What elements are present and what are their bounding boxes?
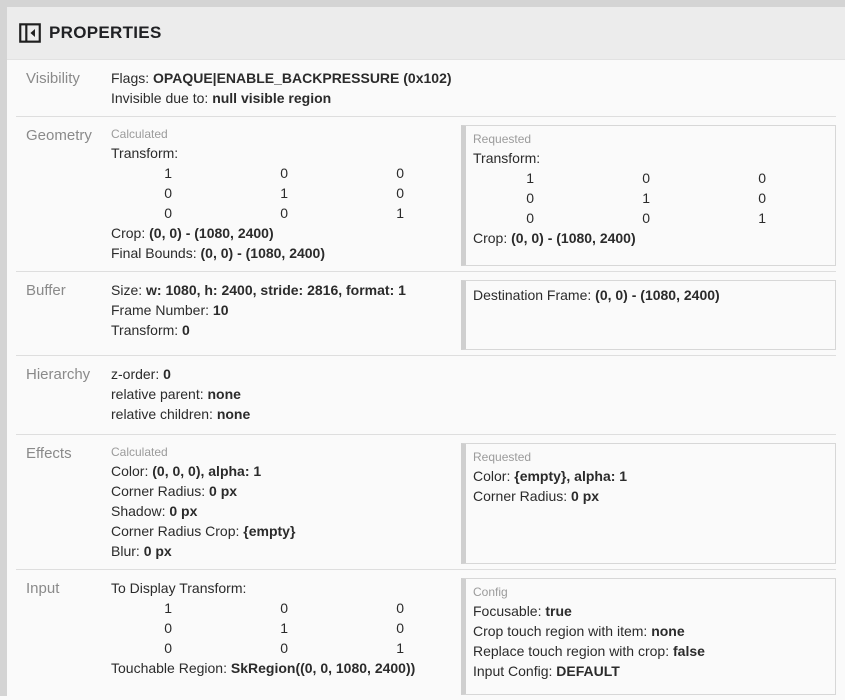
property-line xyxy=(111,658,455,678)
transform-matrix xyxy=(111,598,455,658)
matrix-cell: 1 xyxy=(396,640,404,656)
section-row-effects xyxy=(16,434,836,569)
matrix-cell: 0 xyxy=(164,185,172,201)
matrix-cell: 0 xyxy=(758,170,766,186)
group-label: Calculated xyxy=(111,127,168,141)
matrix-cell: 0 xyxy=(396,165,404,181)
property-line xyxy=(111,320,455,340)
property-label: Color: xyxy=(473,468,511,484)
property-label: Destination Frame: xyxy=(473,287,592,303)
property-line xyxy=(111,280,455,300)
pane-buffer-0 xyxy=(111,280,455,340)
property-value: 0 px xyxy=(169,503,198,519)
matrix-cell: 0 xyxy=(526,190,534,206)
property-line xyxy=(111,68,836,88)
property-label: relative parent: xyxy=(111,386,204,402)
section-label: Geometry xyxy=(26,127,92,144)
matrix-row xyxy=(111,638,455,658)
property-value: DEFAULT xyxy=(556,663,620,679)
property-label: z-order: xyxy=(111,366,160,382)
matrix-cell: 1 xyxy=(396,205,404,221)
matrix-row xyxy=(111,598,455,618)
matrix-cell: 1 xyxy=(280,185,288,201)
panel-title: PROPERTIES xyxy=(49,23,162,42)
matrix-row xyxy=(473,188,827,208)
matrix-cell: 0 xyxy=(396,620,404,636)
matrix-cell: 0 xyxy=(642,210,650,226)
property-line xyxy=(111,404,836,424)
requested-box xyxy=(461,125,836,266)
property-line xyxy=(111,300,455,320)
requested-box xyxy=(461,280,836,350)
pane-buffer-1 xyxy=(455,280,836,347)
section-label: Hierarchy xyxy=(26,366,91,383)
matrix-row xyxy=(111,618,455,638)
property-value: none xyxy=(651,623,685,639)
matrix-cell: 0 xyxy=(642,170,650,186)
section-label: Input xyxy=(26,580,60,597)
property-label: Color: xyxy=(111,463,149,479)
property-label: Corner Radius: xyxy=(111,483,206,499)
sections xyxy=(7,60,845,700)
matrix-row xyxy=(111,163,455,183)
section-row-buffer xyxy=(16,271,836,355)
property-label: Shadow: xyxy=(111,503,166,519)
property-line xyxy=(111,364,836,384)
matrix-cell: 1 xyxy=(642,190,650,206)
property-value: 0 xyxy=(163,366,171,382)
matrix-cell: 0 xyxy=(164,640,172,656)
property-label: Corner Radius: xyxy=(473,488,568,504)
property-label: Size: xyxy=(111,282,143,298)
property-line xyxy=(111,143,455,163)
property-line xyxy=(111,501,455,521)
pane-hierarchy-0 xyxy=(111,364,836,424)
pane-effects-0 xyxy=(111,443,455,561)
property-line xyxy=(473,621,827,641)
matrix-row xyxy=(473,208,827,228)
property-value: (0, 0) - (1080, 2400) xyxy=(200,245,326,261)
property-value: SkRegion((0, 0, 1080, 2400)) xyxy=(230,660,416,676)
property-value: OPAQUE|ENABLE_BACKPRESSURE (0x102) xyxy=(153,70,452,86)
group-label: Requested xyxy=(473,450,532,464)
property-label: Blur: xyxy=(111,543,140,559)
top-strip xyxy=(0,0,845,7)
requested-box xyxy=(461,578,836,695)
property-label: Invisible due to: xyxy=(111,90,209,106)
property-line xyxy=(473,228,827,248)
matrix-cell: 0 xyxy=(280,600,288,616)
matrix-cell: 1 xyxy=(758,210,766,226)
requested-box xyxy=(461,443,836,564)
section-label: Effects xyxy=(26,445,72,462)
property-value: {empty} xyxy=(243,523,296,539)
matrix-cell: 1 xyxy=(164,165,172,181)
property-label: Frame Number: xyxy=(111,302,210,318)
property-line xyxy=(473,486,827,506)
property-label: Focusable: xyxy=(473,603,542,619)
property-value: 10 xyxy=(212,302,229,318)
property-line xyxy=(111,384,836,404)
property-line xyxy=(473,466,827,486)
property-label: To Display Transform: xyxy=(111,580,247,596)
property-label: Flags: xyxy=(111,70,150,86)
property-label: Replace touch region with crop: xyxy=(473,643,670,659)
property-line xyxy=(473,661,827,681)
property-value: (0, 0) - (1080, 2400) xyxy=(149,225,274,241)
matrix-cell: 1 xyxy=(164,600,172,616)
property-label: relative children: xyxy=(111,406,213,422)
property-line xyxy=(473,641,827,661)
property-line xyxy=(473,148,827,168)
properties-panel xyxy=(0,7,845,696)
property-label: Transform: xyxy=(111,145,179,161)
property-value: (0, 0) - (1080, 2400) xyxy=(595,287,720,303)
matrix-cell: 0 xyxy=(396,185,404,201)
property-value: w: 1080, h: 2400, stride: 2816, format: 1 xyxy=(146,282,406,298)
group-label: Config xyxy=(473,585,508,599)
property-label: Transform: xyxy=(111,322,179,338)
property-label: Corner Radius Crop: xyxy=(111,523,240,539)
pane-input-0 xyxy=(111,578,455,678)
matrix-cell: 0 xyxy=(280,165,288,181)
group-label: Requested xyxy=(473,132,532,146)
matrix-row xyxy=(473,168,827,188)
section-row-input xyxy=(16,569,836,700)
section-label: Visibility xyxy=(26,70,80,87)
pane-geometry-1 xyxy=(455,125,836,263)
matrix-cell: 0 xyxy=(164,620,172,636)
property-line xyxy=(111,243,455,263)
matrix-cell: 0 xyxy=(396,600,404,616)
matrix-cell: 0 xyxy=(280,640,288,656)
pane-geometry-0 xyxy=(111,125,455,263)
transform-matrix xyxy=(473,168,827,228)
section-row-visibility xyxy=(16,60,836,116)
property-label: Transform: xyxy=(473,150,541,166)
left-strip xyxy=(0,7,7,696)
matrix-cell: 0 xyxy=(526,210,534,226)
property-label: Crop touch region with item: xyxy=(473,623,648,639)
property-line xyxy=(111,88,836,108)
property-value: 0 px xyxy=(571,488,600,504)
property-value: 0 xyxy=(182,322,190,338)
pane-input-1 xyxy=(455,578,836,692)
matrix-cell: 0 xyxy=(164,205,172,221)
section-row-hierarchy xyxy=(16,355,836,434)
matrix-row xyxy=(111,183,455,203)
property-line xyxy=(111,578,455,598)
property-label: Input Config: xyxy=(473,663,553,679)
property-line xyxy=(111,481,455,501)
matrix-cell: 0 xyxy=(758,190,766,206)
property-value: none xyxy=(216,406,251,422)
property-value: null visible region xyxy=(212,90,332,106)
property-value: 0 px xyxy=(143,543,172,559)
property-value: true xyxy=(545,603,572,619)
property-value: (0, 0, 0), alpha: 1 xyxy=(152,463,262,479)
matrix-cell: 1 xyxy=(280,620,288,636)
property-line xyxy=(473,285,827,305)
transform-matrix xyxy=(111,163,455,223)
property-line xyxy=(473,601,827,621)
pane-effects-1 xyxy=(455,443,836,561)
property-line xyxy=(111,461,455,481)
property-value: none xyxy=(207,386,241,402)
section-label: Buffer xyxy=(26,282,66,299)
panel-header xyxy=(7,7,845,60)
matrix-cell: 1 xyxy=(526,170,534,186)
pane-visibility-0 xyxy=(111,68,836,108)
property-value: 0 px xyxy=(209,483,238,499)
property-line xyxy=(111,521,455,541)
property-line xyxy=(111,541,455,561)
property-value: false xyxy=(673,643,705,659)
property-label: Crop: xyxy=(111,225,146,241)
property-line xyxy=(111,223,455,243)
property-value: (0, 0) - (1080, 2400) xyxy=(511,230,636,246)
section-row-geometry xyxy=(16,116,836,271)
matrix-cell: 0 xyxy=(280,205,288,221)
property-label: Final Bounds: xyxy=(111,245,197,261)
collapse-left-panel-icon xyxy=(17,20,43,46)
property-value: {empty}, alpha: 1 xyxy=(514,468,628,484)
matrix-row xyxy=(111,203,455,223)
property-label: Touchable Region: xyxy=(111,660,227,676)
property-label: Crop: xyxy=(473,230,508,246)
group-label: Calculated xyxy=(111,445,168,459)
